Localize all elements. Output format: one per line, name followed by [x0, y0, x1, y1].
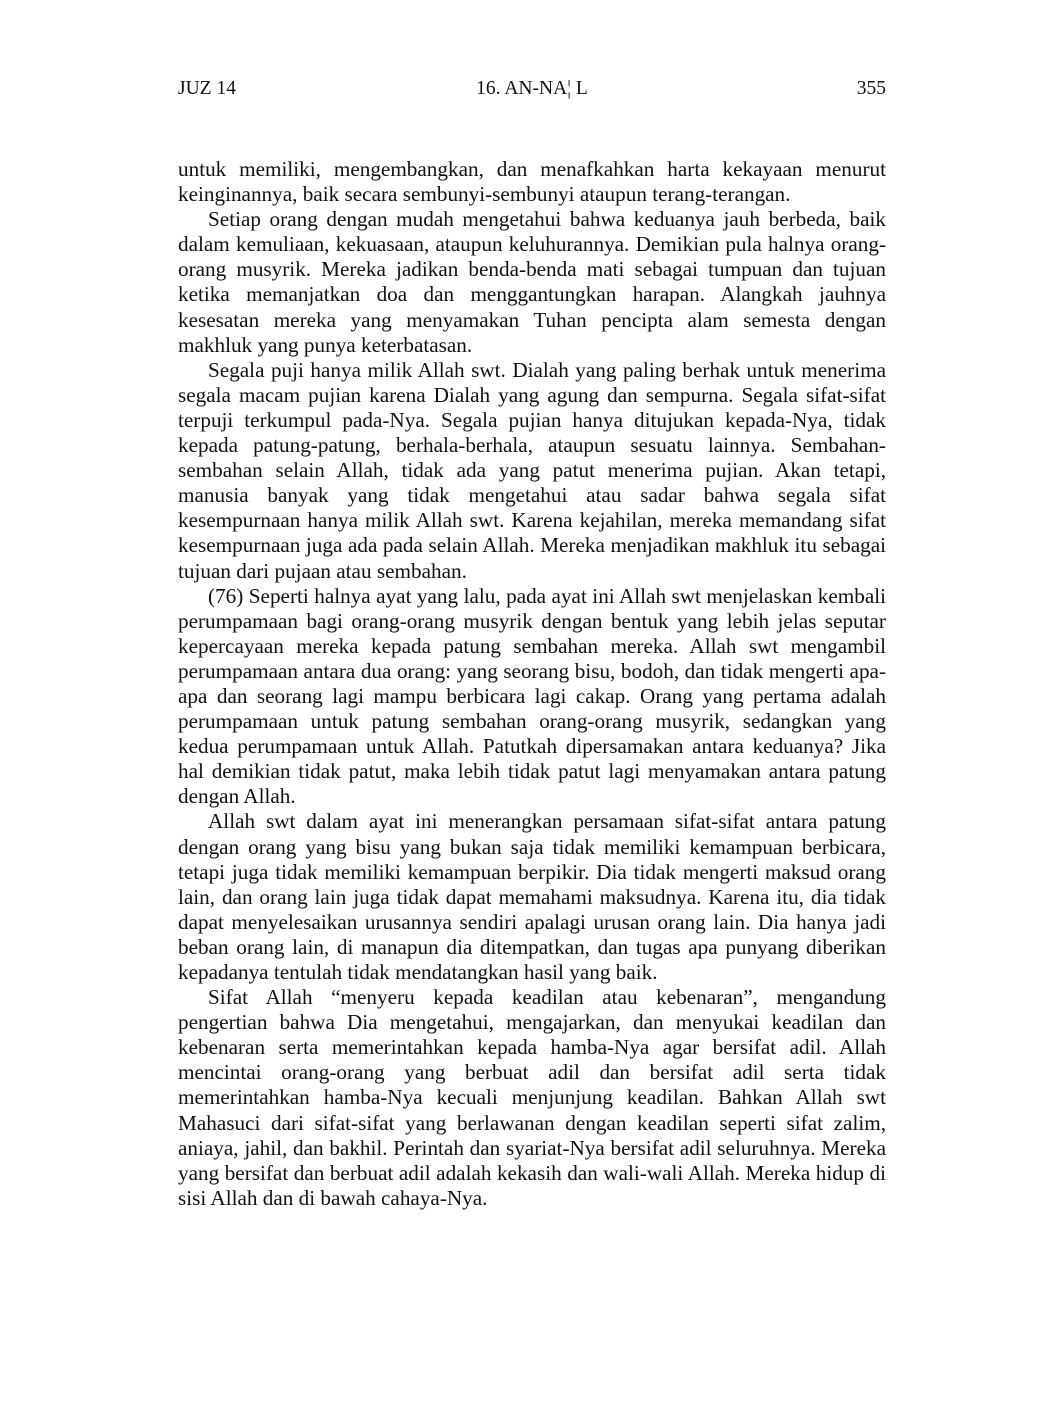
paragraph-mute-analogy: Allah swt dalam ayat ini menerangkan persamaan sifat-sifat antara patung dengan orang yang bisu yang bukan saja tidak memiliki kemampuan berbicara, tetapi juga tidak memiliki kemampuan berpikir. Dia tidak mengerti maksud orang lain, dan orang lain juga tidak dapat memahami maksudnya. Karena itu, dia tidak dapat menyelesaikan urusannya sendiri apalagi urusan orang lain. Dia hanya jadi beban orang lain, di manapun dia ditempatkan, dan tugas apa punyang diberikan kepadanya tentulah tidak mendatangkan hasil yang baik.	[178, 809, 886, 984]
page-number: 355	[856, 78, 886, 99]
running-header	[178, 74, 886, 104]
paragraph-comparison: Setiap orang dengan mudah mengetahui bahwa keduanya jauh berbeda, baik dalam kemuliaan, kekuasaan, ataupun keluhurannya. Demikian pula halnya orang-orang musyrik. Mereka jadikan benda-benda mati sebagai tumpuan dan tujuan ketika memanjatkan doa dan menggantungkan harapan. Alangkah jauhnya kesesatan mereka yang menyamakan Tuhan pencipta alam semesta dengan makhluk yang punya keterbatasan.	[178, 207, 886, 357]
main-text	[178, 157, 886, 1211]
surah-title: 16. AN-NA¦ L	[476, 78, 588, 99]
paragraph-justice: Sifat Allah “menyeru kepada keadilan atau kebenaran”, mengandung pengertian bahwa Dia mengetahui, mengajarkan, dan menyukai keadilan dan kebenaran serta memerintahkan kepada hamba-Nya agar bersifat adil. Allah mencintai orang-orang yang berbuat adil dan bersifat adil serta tidak memerintahkan hamba-Nya kecuali menjunjung keadilan. Bahkan Allah swt Mahasuci dari sifat-sifat yang berlawanan dengan keadilan seperti sifat zalim, aniaya, jahil, dan bakhil. Perintah dan syariat-Nya bersifat adil seluruhnya. Mereka yang bersifat dan berbuat adil adalah kekasih dan wali-wali Allah. Mereka hidup di sisi Allah dan di bawah cahaya-Nya.	[178, 985, 886, 1210]
paragraph-praise: Segala puji hanya milik Allah swt. Dialah yang paling berhak untuk menerima segala macam pujian karena Dialah yang agung dan sempurna. Segala sifat-sifat terpuji terkumpul pada-Nya. Segala pujian hanya ditujukan kepada-Nya, tidak kepada patung-patung, berhala-berhala, ataupun sesuatu lainnya. Sembahan-sembahan selain Allah, tidak ada yang patut menerima pujian. Akan tetapi, manusia banyak yang tidak mengetahui atau sadar bahwa segala sifat kesempurnaan hanya milik Allah swt. Karena kejahilan, mereka memandang sifat kesempurnaan juga ada pada selain Allah. Mereka menjadikan makhluk itu sebagai tujuan dari pujaan atau sembahan.	[178, 357, 886, 583]
juz-label: JUZ 14	[178, 78, 236, 99]
paragraph-continuation: untuk memiliki, mengembangkan, dan menafkahkan harta kekayaan menurut keinginannya, baik secara sembunyi-sembunyi ataupun terang-terangan.	[178, 157, 886, 207]
paragraph-verse-76: (76) Seperti halnya ayat yang lalu, pada ayat ini Allah swt menjelaskan kembali perumpamaan bagi orang-orang musyrik dengan bentuk yang lebih jelas seputar kepercayaan mereka kepada patung sembahan mereka. Allah swt mengambil perumpamaan antara dua orang: yang seorang bisu, bodoh, dan tidak mengerti apa-apa dan seorang lagi mampu berbicara lagi cakap. Orang yang pertama adalah perumpamaan untuk patung sembahan orang-orang musyrik, sedangkan yang kedua perumpamaan untuk Allah. Patutkah dipersamakan antara keduanya? Jika hal demikian tidak patut, maka lebih tidak patut lagi menyamakan antara patung dengan Allah.	[178, 583, 886, 809]
